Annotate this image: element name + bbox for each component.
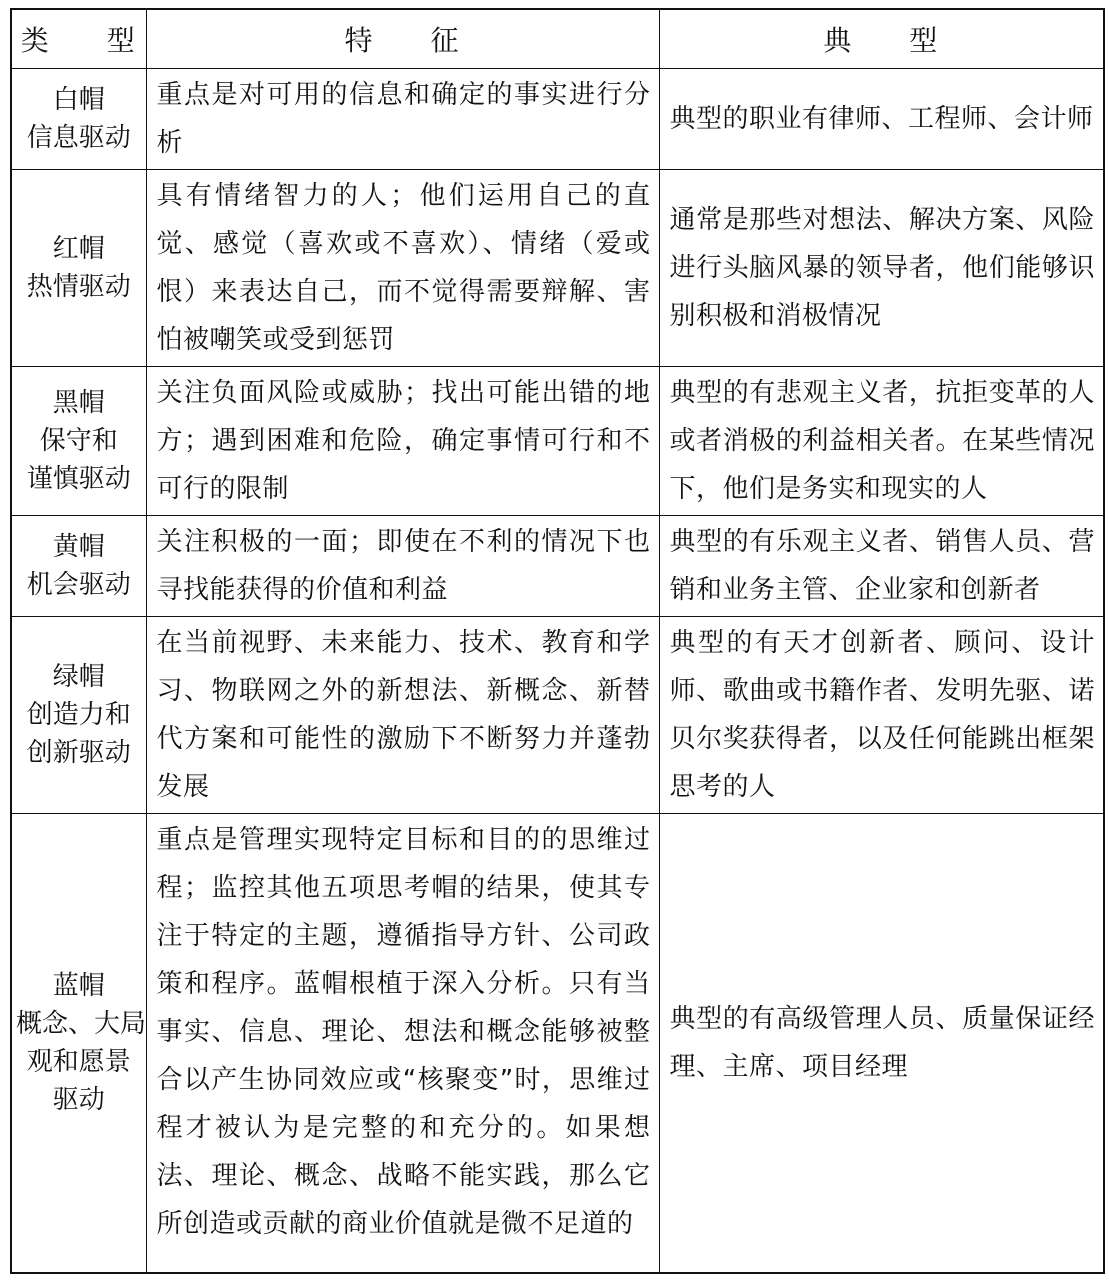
table-row-yellow-hat <box>11 516 1104 617</box>
example-cell: 通常是那些对想法、解决方案、风险进行头脑风暴的领导者，他们能够识别积极和消极情况 <box>659 170 1104 367</box>
table-row-blue-hat <box>11 814 1104 1274</box>
type-cell: 绿帽 创造力和 创新驱动 <box>11 617 146 814</box>
type-cell: 蓝帽 概念、大局 观和愿景 驱动 <box>11 814 146 1274</box>
type-cell: 白帽 信息驱动 <box>11 69 146 170</box>
type-cell: 黄帽 机会驱动 <box>11 516 146 617</box>
six-thinking-hats-table <box>10 8 1105 1274</box>
example-cell: 典型的职业有律师、工程师、会计师 <box>659 69 1104 170</box>
example-cell: 典型的有天才创新者、顾问、设计师、歌曲或书籍作者、发明先驱、诺贝尔奖获得者，以及任何能跳出框架思考的人 <box>659 617 1104 814</box>
feature-cell: 具有情绪智力的人；他们运用自己的直觉、感觉（喜欢或不喜欢）、情绪（爱或恨）来表达自己，而不觉得需要辩解、害怕被嘲笑或受到惩罚 <box>146 170 659 367</box>
feature-cell: 关注负面风险或威胁；找出可能出错的地方；遇到困难和危险，确定事情可行和不可行的限制 <box>146 367 659 516</box>
header-feature: 特 征 <box>146 9 659 69</box>
table-row-white-hat <box>11 69 1104 170</box>
example-cell: 典型的有高级管理人员、质量保证经理、主席、项目经理 <box>659 814 1104 1274</box>
example-cell: 典型的有乐观主义者、销售人员、营销和业务主管、企业家和创新者 <box>659 516 1104 617</box>
type-cell: 黑帽 保守和 谨慎驱动 <box>11 367 146 516</box>
header-type: 类 型 <box>11 9 146 69</box>
feature-cell: 重点是对可用的信息和确定的事实进行分析 <box>146 69 659 170</box>
type-cell: 红帽 热情驱动 <box>11 170 146 367</box>
example-cell: 典型的有悲观主义者，抗拒变革的人或者消极的利益相关者。在某些情况下，他们是务实和现实的人 <box>659 367 1104 516</box>
table-row-green-hat <box>11 617 1104 814</box>
feature-cell: 关注积极的一面；即使在不利的情况下也寻找能获得的价值和利益 <box>146 516 659 617</box>
header-example: 典 型 <box>659 9 1104 69</box>
six-hats-table-container <box>10 8 1103 1274</box>
table-row-red-hat <box>11 170 1104 367</box>
feature-cell: 重点是管理实现特定目标和目的的思维过程；监控其他五项思考帽的结果，使其专注于特定的主题，遵循指导方针、公司政策和程序。蓝帽根植于深入分析。只有当事实、信息、理论、想法和概念能够被整合以产生协同效应或“核聚变”时，思维过程才被认为是完整的和充分的。如果想法、理论、概念、战略不能实践，那么它所创造或贡献的商业价值就是微不足道的 <box>146 814 659 1274</box>
header-row <box>11 9 1104 69</box>
table-row-black-hat <box>11 367 1104 516</box>
feature-cell: 在当前视野、未来能力、技术、教育和学习、物联网之外的新想法、新概念、新替代方案和可能性的激励下不断努力并蓬勃发展 <box>146 617 659 814</box>
